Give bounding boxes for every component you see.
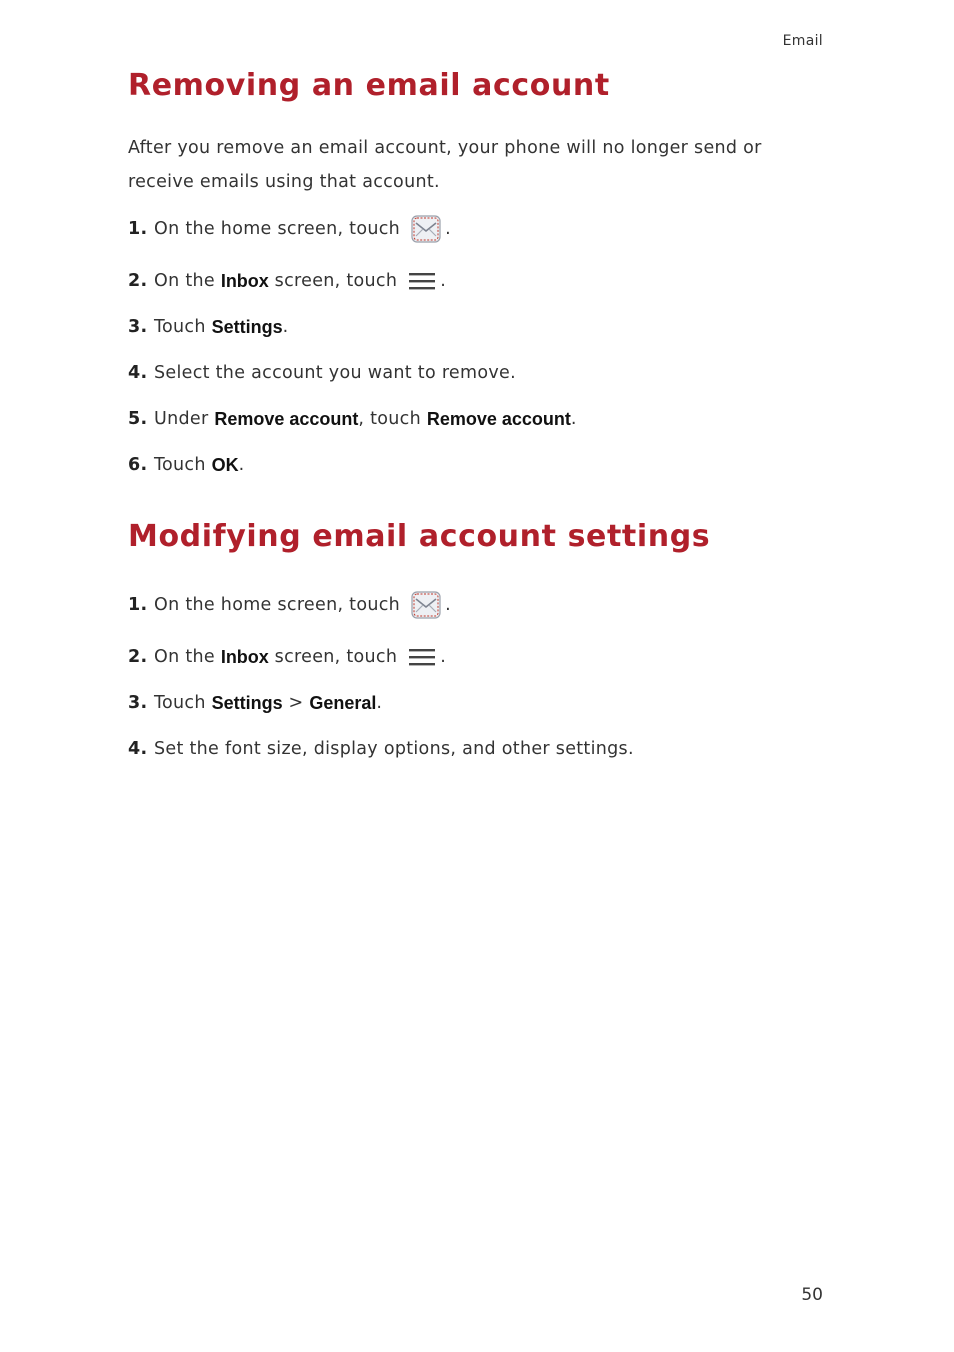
step-text: Touch bbox=[154, 455, 212, 475]
step-6 bbox=[128, 447, 244, 483]
section-title-modifying: Modifying email account settings bbox=[128, 519, 711, 554]
step-text: On the bbox=[154, 271, 221, 291]
step-number: 3. bbox=[128, 317, 148, 337]
step-3 bbox=[128, 309, 288, 345]
email-app-icon bbox=[411, 214, 441, 244]
step-text: Under bbox=[154, 409, 215, 429]
step-text: screen, touch bbox=[268, 647, 398, 667]
step-punct: . bbox=[376, 693, 383, 713]
step-2 bbox=[128, 263, 446, 299]
email-app-icon bbox=[411, 590, 441, 620]
ui-term-remove-account-button: Remove account bbox=[426, 408, 571, 429]
step-number: 1. bbox=[128, 595, 148, 615]
step-5 bbox=[128, 401, 577, 437]
ui-term-remove-account: Remove account bbox=[214, 408, 359, 429]
step-number: 4. bbox=[128, 739, 148, 759]
step-number: 6. bbox=[128, 455, 148, 475]
page-number: 50 bbox=[801, 1285, 823, 1305]
ui-term-general: General bbox=[309, 692, 377, 713]
step-number: 2. bbox=[128, 271, 148, 291]
step-number: 5. bbox=[128, 409, 148, 429]
ui-term-inbox: Inbox bbox=[220, 270, 269, 291]
step-text: Touch bbox=[154, 317, 212, 337]
step-text: , touch bbox=[358, 409, 427, 429]
ui-term-settings: Settings bbox=[211, 692, 283, 713]
path-separator: > bbox=[282, 693, 310, 713]
running-header: Email bbox=[782, 33, 823, 49]
ui-term-ok: OK bbox=[211, 454, 239, 475]
intro-paragraph: After you remove an email account, your phone will no longer send or receive emails using that account. bbox=[128, 138, 762, 192]
menu-icon bbox=[408, 271, 436, 291]
step-punct: . bbox=[238, 455, 245, 475]
step-text: Touch bbox=[154, 693, 212, 713]
menu-icon bbox=[408, 647, 436, 667]
step-number: 3. bbox=[128, 693, 148, 713]
step-punct: . bbox=[282, 317, 289, 337]
step-2 bbox=[128, 639, 446, 675]
step-punct: . bbox=[440, 271, 447, 291]
step-number: 4. bbox=[128, 363, 148, 383]
step-4 bbox=[128, 731, 634, 767]
step-punct: . bbox=[570, 409, 577, 429]
ui-term-settings: Settings bbox=[211, 316, 283, 337]
step-text: On the bbox=[154, 647, 221, 667]
section-title-removing: Removing an email account bbox=[128, 68, 610, 103]
step-number: 1. bbox=[128, 219, 148, 239]
ui-term-inbox: Inbox bbox=[220, 646, 269, 667]
step-1 bbox=[128, 587, 451, 623]
step-number: 2. bbox=[128, 647, 148, 667]
step-punct: . bbox=[440, 647, 447, 667]
step-1 bbox=[128, 211, 451, 247]
step-text: Select the account you want to remove. bbox=[154, 363, 516, 383]
step-4 bbox=[128, 355, 516, 391]
step-punct: . bbox=[445, 595, 451, 615]
step-text: screen, touch bbox=[268, 271, 398, 291]
step-3 bbox=[128, 685, 382, 721]
step-text: Set the font size, display options, and other settings. bbox=[154, 739, 634, 759]
step-text: On the home screen, touch bbox=[154, 595, 401, 615]
step-punct: . bbox=[445, 219, 451, 239]
step-text: On the home screen, touch bbox=[154, 219, 401, 239]
